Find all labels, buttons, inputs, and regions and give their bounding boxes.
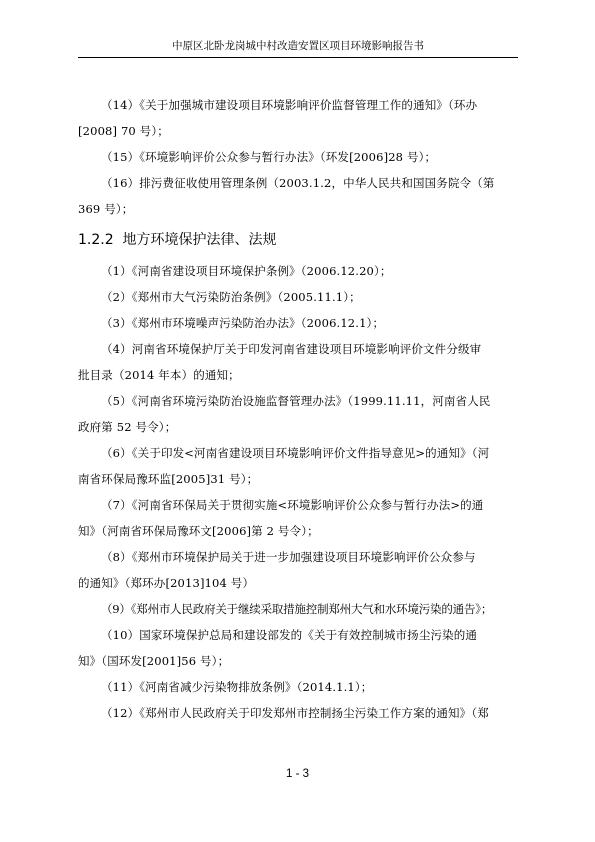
regulation-line: 政府第 52 号令）；: [78, 420, 177, 434]
header-rule: [78, 57, 518, 58]
regulation-line: （11）《河南省减少污染物排放条例》（2014.1.1）；: [101, 680, 373, 694]
regulation-line: [2008] 70 号）；: [78, 124, 169, 138]
regulation-item: [78, 544, 518, 596]
regulation-line: （2）《郑州市大气污染防治条例》（2005.11.1）；: [101, 290, 361, 304]
regulation-line: 知》（河南省环保局豫环文[2006]第 2 号令）；: [78, 524, 319, 538]
regulation-item: [78, 336, 518, 388]
regulation-line: （8）《郑州市环境保护局关于进一步加强建设项目环境影响评价公众参与: [101, 550, 476, 564]
regulation-line: （9）《郑州市人民政府关于继续采取措施控制郑州大气和水环境污染的通告》；: [101, 602, 493, 616]
regulation-line: 的通知》（郑环办[2013]104 号）: [78, 576, 255, 590]
regulation-item: [78, 258, 518, 284]
regulation-line: 南省环保局豫环监[2005]31 号）；: [78, 472, 259, 486]
regulation-item: [78, 388, 518, 440]
regulation-line: （14）《关于加强城市建设项目环境影响评价监督管理工作的通知》（环办: [101, 98, 478, 112]
regulation-line: 知》（国环发[2001]56 号）；: [78, 654, 230, 668]
regulation-item: [78, 700, 518, 726]
regulation-item: [78, 622, 518, 674]
regulation-line: （5）《河南省环境污染防治设施监督管理办法》（1999.11.11，河南省人民: [101, 394, 491, 408]
regulation-item: [78, 92, 518, 144]
regulation-line: 批目录（2014 年本）的通知；: [78, 368, 240, 382]
regulation-line: （15）《环境影响评价公众参与暂行办法》（环发[2006]28 号）；: [101, 150, 437, 164]
regulation-item: [78, 492, 518, 544]
regulation-line: （7）《河南省环保局关于贯彻实施<环境影响评价公众参与暂行办法>的通: [101, 498, 484, 512]
section-heading: [78, 227, 277, 253]
regulation-item: [78, 284, 518, 310]
regulation-line: （10）国家环境保护总局和建设部发的《关于有效控制城市扬尘污染的通: [101, 628, 478, 642]
regulation-line: （4）河南省环境保护厅关于印发河南省建设项目环境影响评价文件分级审: [101, 342, 482, 356]
regulation-item: [78, 170, 518, 222]
section-number: 1.2.2: [78, 232, 114, 248]
regulation-item: [78, 596, 518, 622]
regulation-line: （12）《郑州市人民政府关于印发郑州市控制扬尘污染工作方案的通知》（郑: [101, 706, 489, 720]
regulation-line: （3）《郑州市环境噪声污染防治办法》（2006.12.1）；: [101, 316, 385, 330]
regulation-item: [78, 144, 518, 170]
regulation-item: [78, 310, 518, 336]
regulation-item: [78, 674, 518, 700]
section-title: 地方环境保护法律、法规: [122, 232, 277, 248]
regulation-line: （6）《关于印发<河南省建设项目环境影响评价文件指导意见>的通知》（河: [101, 446, 490, 460]
regulation-line: （1）《河南省建设项目环境保护条例》（2006.12.20）；: [101, 264, 392, 278]
regulation-line: 369 号）；: [78, 202, 134, 216]
page-number: 1 - 3: [285, 768, 309, 780]
header-title: 中原区北卧龙岗城中村改造安置区项目环境影响报告书: [172, 40, 424, 52]
regulation-line: （16）排污费征收使用管理条例（2003.1.2，中华人民共和国国务院令（第: [101, 176, 495, 190]
regulation-item: [78, 440, 518, 492]
